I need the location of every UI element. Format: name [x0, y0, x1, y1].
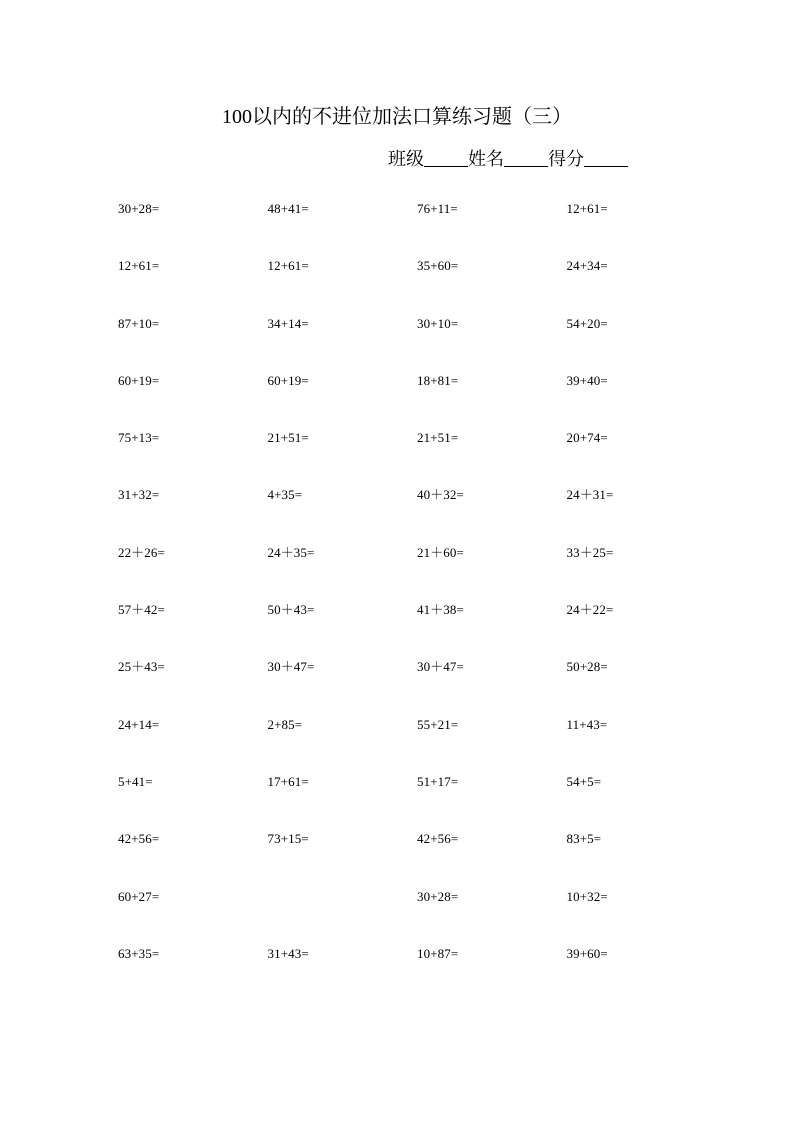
problem-cell: 31+43= — [267, 945, 309, 961]
problem-cell: 10+87= — [417, 945, 459, 961]
score-label: 得分 — [548, 149, 584, 169]
problem-cell: 33＋25= — [566, 544, 614, 560]
problem-cell: 5+41= — [118, 773, 153, 789]
problem-cell: 73+15= — [267, 831, 309, 847]
problem-row — [118, 256, 716, 313]
problem-row — [118, 772, 716, 829]
class-blank — [424, 148, 468, 167]
problem-cell: 41＋38= — [417, 602, 464, 618]
problem-cell: 40＋32= — [417, 487, 464, 503]
problem-cell: 21+51= — [417, 430, 459, 446]
problem-row — [118, 543, 716, 600]
problem-row — [118, 485, 716, 542]
page-title: 100以内的不进位加法口算练习题（三） — [222, 106, 572, 128]
problem-cell: 12+61= — [566, 201, 608, 216]
class-label: 班级 — [388, 149, 424, 169]
name-label: 姓名 — [468, 149, 504, 169]
problem-cell: 30＋47= — [417, 659, 464, 675]
problem-cell: 60+27= — [118, 888, 160, 904]
problem-cell: 87+10= — [118, 315, 160, 331]
student-info-line — [388, 147, 628, 171]
problem-cell: 51+17= — [417, 773, 459, 789]
problem-cell: 31+32= — [118, 487, 160, 503]
problem-cell: 24＋31= — [566, 487, 614, 503]
problem-cell: 76+11= — [417, 201, 458, 216]
problem-cell: 22＋26= — [118, 544, 165, 560]
problem-cell: 24＋35= — [267, 544, 315, 560]
problem-cell: 30+10= — [417, 315, 459, 331]
problem-row — [118, 715, 716, 772]
problem-cell: 12+61= — [267, 258, 309, 274]
problem-cell: 4+35= — [267, 487, 303, 503]
problem-cell: 75+13= — [118, 430, 160, 446]
name-blank — [504, 148, 548, 167]
problem-cell: 50＋43= — [267, 602, 315, 618]
problem-row — [118, 944, 716, 1001]
problem-cell: 55+21= — [417, 716, 459, 732]
problem-cell: 60+19= — [118, 372, 160, 388]
problem-row — [118, 199, 716, 256]
problem-cell: 17+61= — [267, 773, 309, 789]
problem-cell: 24＋22= — [566, 602, 614, 618]
problem-row — [118, 600, 716, 657]
problem-cell: 42+56= — [118, 831, 160, 847]
problem-cell: 63+35= — [118, 945, 160, 961]
problem-cell: 21+51= — [267, 430, 309, 446]
problem-cell: 24+34= — [566, 258, 608, 274]
problem-cell: 30＋47= — [267, 659, 315, 675]
problem-row — [118, 371, 716, 428]
problem-cell: 83+5= — [566, 831, 602, 847]
problem-cell: 60+19= — [267, 372, 309, 388]
problem-cell: 35+60= — [417, 258, 459, 274]
problem-row — [118, 428, 716, 485]
problem-cell: 18+81= — [417, 372, 459, 388]
problem-cell: 42+56= — [417, 831, 459, 847]
score-blank — [584, 148, 628, 167]
problem-cell: 57＋42= — [118, 602, 165, 618]
problem-cell: 10+32= — [566, 888, 608, 904]
problem-cell: 50+28= — [566, 659, 608, 675]
problem-cell: 21＋60= — [417, 544, 464, 560]
problem-cell: 11+43= — [566, 716, 608, 732]
problem-row — [118, 314, 716, 371]
problem-grid — [118, 199, 716, 1001]
problem-row — [118, 829, 716, 886]
problem-cell: 30+28= — [417, 888, 459, 904]
problem-cell: 2+85= — [267, 716, 303, 732]
problem-cell: 24+14= — [118, 716, 160, 732]
problem-cell: 39+60= — [566, 945, 608, 961]
problem-row — [118, 657, 716, 714]
problem-cell: 48+41= — [267, 201, 309, 216]
problem-cell: 25＋43= — [118, 659, 165, 675]
problem-cell: 20+74= — [566, 430, 608, 446]
problem-row — [118, 887, 716, 944]
problem-cell: 34+14= — [267, 315, 309, 331]
problem-cell: 54+20= — [566, 315, 608, 331]
problem-cell: 54+5= — [566, 773, 602, 789]
problem-cell: 39+40= — [566, 372, 608, 388]
problem-cell: 12+61= — [118, 258, 160, 274]
problem-cell: 30+28= — [118, 201, 160, 216]
